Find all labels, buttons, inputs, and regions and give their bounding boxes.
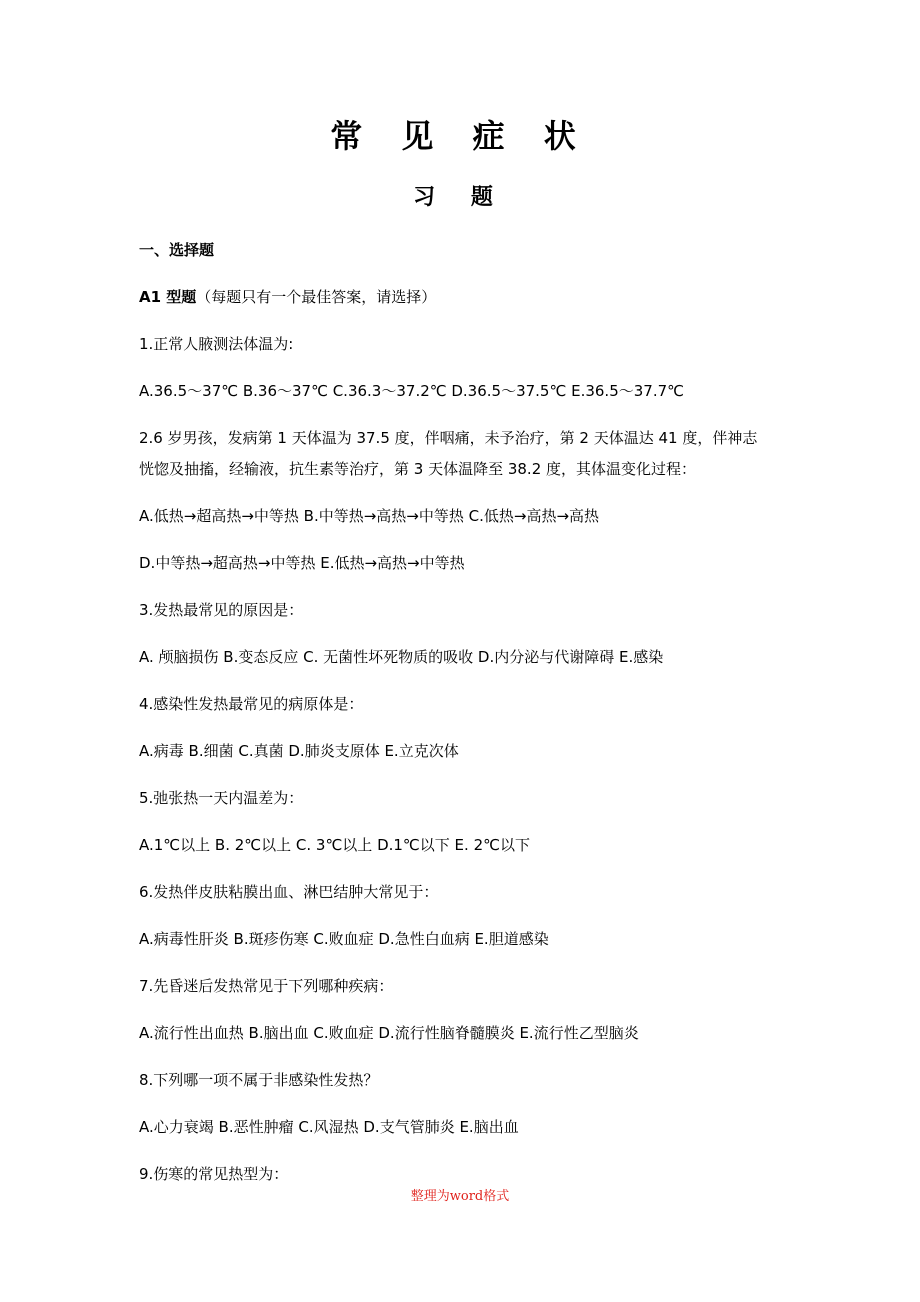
- question-stem: 3.发热最常见的原因是：: [139, 601, 304, 619]
- question-stem-continued: 恍惚及抽搐，经输液，抗生素等治疗，第 3 天体温降至 38.2 度，其体温变化过程：: [139, 460, 697, 478]
- subsection-type: A1 型题: [139, 288, 197, 306]
- question-stem: 1.正常人腋测法体温为:: [139, 335, 294, 353]
- question-options: A. 颅脑损伤 B.变态反应 C. 无菌性坏死物质的吸收 D.内分泌与代谢障碍 E.感染: [139, 648, 664, 666]
- question-options: A.病毒性肝炎 B.斑疹伤寒 C.败血症 D.急性白血病 E.胆道感染: [139, 930, 549, 948]
- question-options: A.低热→超高热→中等热 B.中等热→高热→中等热 C.低热→高热→高热: [139, 507, 600, 525]
- question-stem: 8.下列哪一项不属于非感染性发热？: [139, 1071, 379, 1089]
- question-stem: 4.感染性发热最常见的病原体是：: [139, 695, 364, 713]
- question-options: A.病毒 B.细菌 C.真菌 D.肺炎支原体 E.立克次体: [139, 742, 459, 760]
- question-stem: 9.伤寒的常见热型为：: [139, 1165, 289, 1183]
- subsection-heading: [139, 286, 436, 308]
- question-stem: 6.发热伴皮肤粘膜出血、淋巴结肿大常见于：: [139, 883, 439, 901]
- question-stem: 5.弛张热一天内温差为：: [139, 789, 304, 807]
- question-stem: 7.先昏迷后发热常见于下列哪种疾病：: [139, 977, 394, 995]
- section-heading: 一、选择题: [139, 241, 215, 259]
- page-subtitle: 习 题: [413, 185, 507, 210]
- question-options: A.36.5～37℃ B.36～37℃ C.36.3～37.2℃ D.36.5～37.5℃ E.36.5～37.7℃: [139, 382, 684, 400]
- subsection-note: （每题只有一个最佳答案，请选择）: [196, 288, 437, 306]
- question-stem: 2.6 岁男孩，发病第 1 天体温为 37.5 度，伴咽痛，未予治疗，第 2 天体温达 41 度，伴神志: [139, 429, 758, 447]
- question-options: A.1℃以上 B. 2℃以上 C. 3℃以上 D.1℃以下 E. 2℃以下: [139, 836, 530, 854]
- page-title: 常 见 症 状: [330, 117, 590, 155]
- question-options: A.心力衰竭 B.恶性肿瘤 C.风湿热 D.支气管肺炎 E.脑出血: [139, 1118, 519, 1136]
- question-options: A.流行性出血热 B.脑出血 C.败血症 D.流行性脑脊髓膜炎 E.流行性乙型脑炎: [139, 1024, 639, 1042]
- question-options: D.中等热→超高热→中等热 E.低热→高热→中等热: [139, 554, 465, 572]
- page-footer: 整理为word格式: [410, 1189, 510, 1204]
